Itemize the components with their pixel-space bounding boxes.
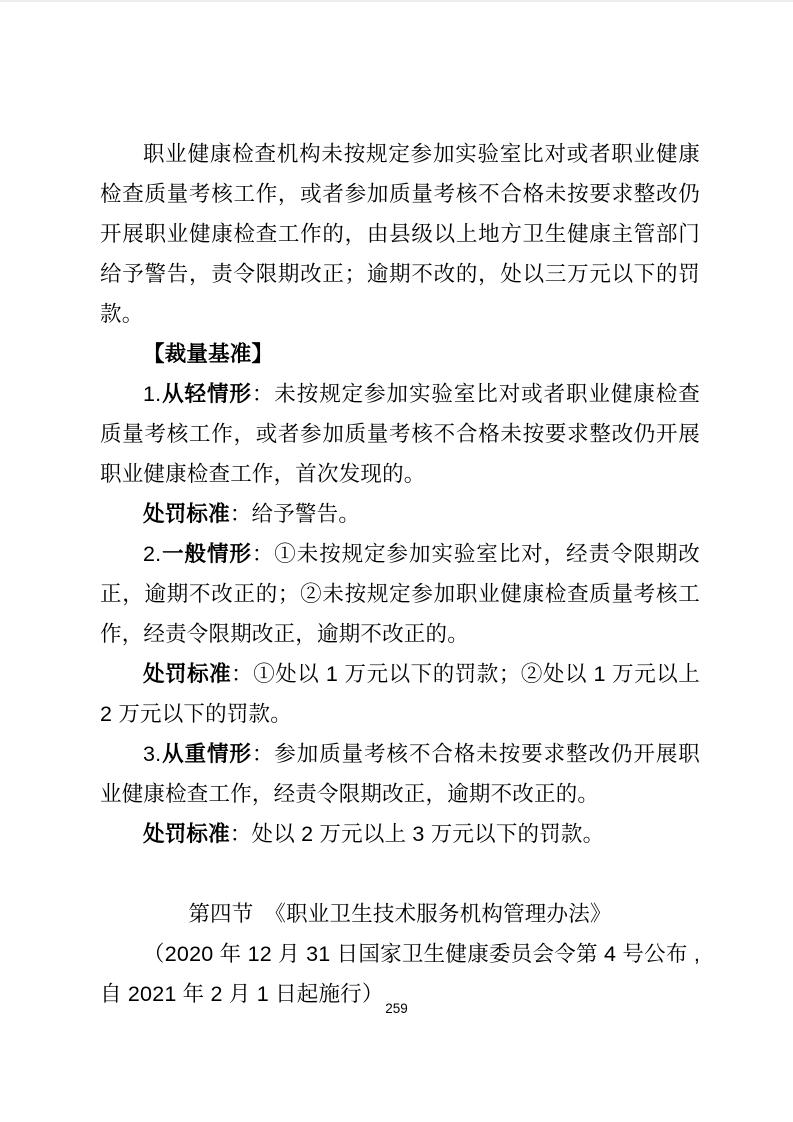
bold-label: 处罚标准 [143,662,232,686]
paragraph [100,134,700,334]
bold-label: 【裁量基准】 [143,342,274,366]
bold-label: 处罚标准 [143,822,230,846]
page-number: 259 [385,1001,408,1016]
text-run: 1. [143,382,162,406]
paragraph [100,534,700,654]
text-run: ：给予警告。 [229,502,361,526]
paragraph [100,654,700,734]
text-run: 3. [143,742,162,766]
paragraph [100,334,700,374]
text-run: （2020 年 12 月 31 日国家卫生健康委员会令第 4 号公布 ,自 2021 年 2 月 1 日起施行） [100,942,700,1006]
text-run: ：①处以 1 万元以下的罚款；②处以 1 万元以上 2 万元以下的罚款。 [100,662,700,726]
paragraph [100,734,700,814]
text-run: 2. [143,542,162,566]
text-run: ：处以 2 万元以上 3 万元以下的罚款。 [229,822,605,846]
text-run: 职业健康检查机构未按规定参加实验室比对或者职业健康检查质量考核工作，或者参加质量考核不合格未按要求整改仍开展职业健康检查工作的，由县级以上地方卫生健康主管部门给予警告，责令限期改正；逾期不改的，处以三万元以下的罚款。 [100,142,700,326]
bold-label: 从重情形 [161,742,252,766]
bold-label: 一般情形 [161,542,252,566]
bold-label: 处罚标准 [143,502,230,526]
scan-edge-artifact [0,0,793,2]
paragraph [100,374,700,494]
text-run: ：参加质量考核不合格未按要求整改仍开展职业健康检查工作，经责令限期改正，逾期不改正的。 [100,742,700,806]
paragraph [100,814,700,854]
text-run: 第四节 《职业卫生技术服务机构管理办法》 [188,902,612,926]
paragraph [100,494,700,534]
text-run: ：未按规定参加实验室比对或者职业健康检查质量考核工作，或者参加质量考核不合格未按要求整改仍开展职业健康检查工作，首次发现的。 [100,382,700,486]
section-heading [100,894,700,934]
text-run: ：①未按规定参加实验室比对，经责令限期改正，逾期不改正的；②未按规定参加职业健康检查质量考核工作，经责令限期改正，逾期不改正的。 [100,542,700,646]
document-body [100,134,700,1014]
bold-label: 从轻情形 [161,382,252,406]
